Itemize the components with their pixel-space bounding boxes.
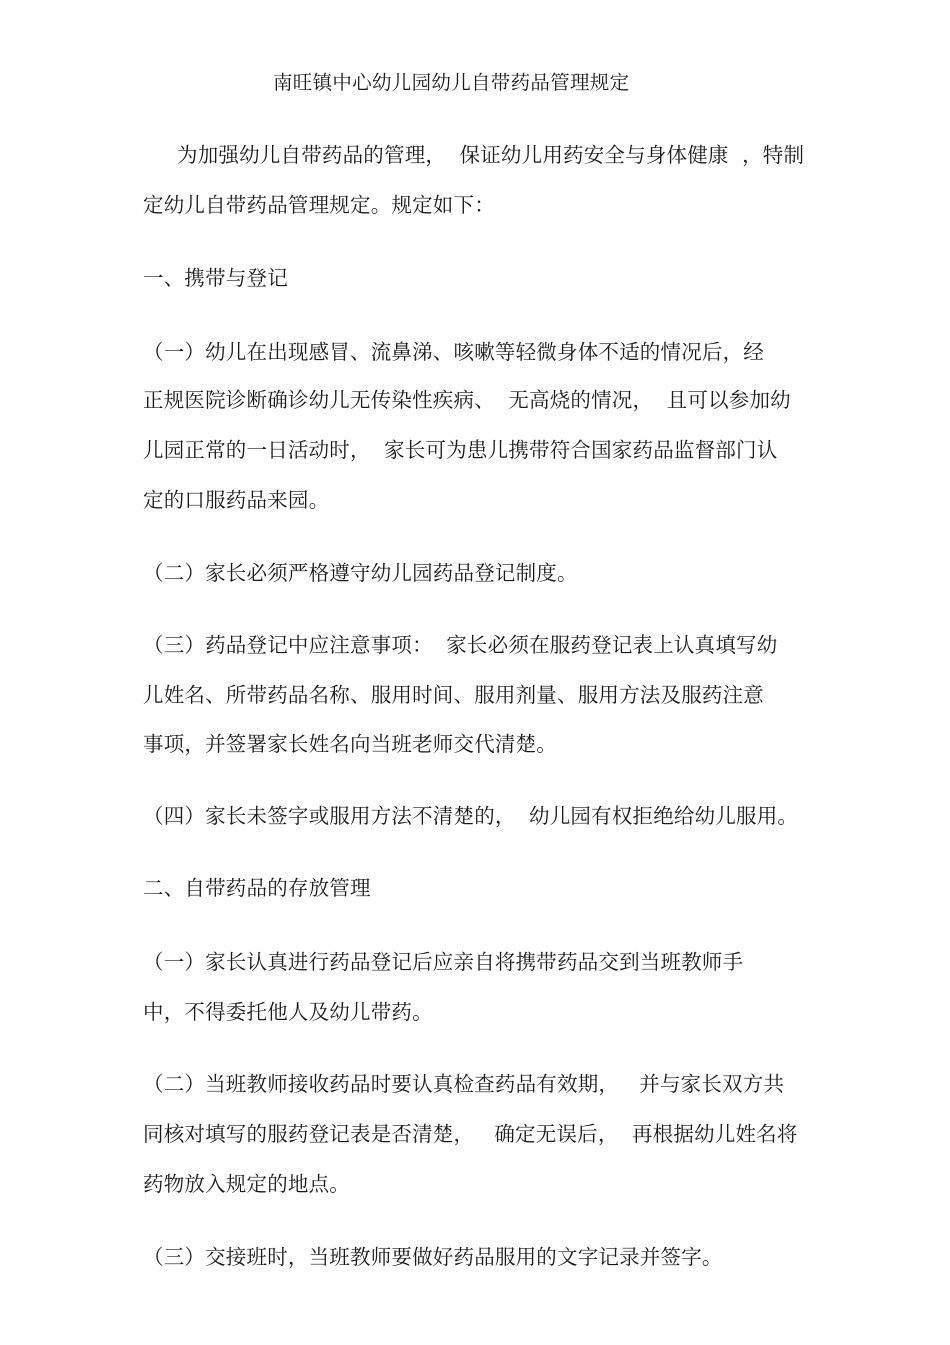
intro-line-2: 定幼儿自带药品管理规定。规定如下： — [143, 193, 495, 217]
section-1-heading: 一、携带与登记 — [143, 266, 288, 290]
s1-item3-line-1: （三）药品登记中应注意事项： 家长必须在服药登记表上认真填写幼 — [143, 633, 778, 657]
s1-item1-line-3: 儿园正常的一日活动时， 家长可为患儿携带符合国家药品监督部门认 — [143, 438, 778, 462]
s2-item1-line-1: （一）家长认真进行药品登记后应亲自将携带药品交到当班教师手 — [143, 950, 744, 974]
s1-item3-line-3: 事项，并签署家长姓名向当班老师交代清楚。 — [143, 732, 557, 756]
s2-item2-line-2: 同核对填写的服药登记表是否清楚， 确定无误后， 再根据幼儿姓名将 — [143, 1122, 798, 1146]
s2-item3: （三）交接班时，当班教师要做好药品服用的文字记录并签字。 — [143, 1245, 723, 1269]
s1-item1-line-1: （一）幼儿在出现感冒、流鼻涕、咳嗽等轻微身体不适的情况后，经 — [143, 340, 764, 364]
s1-item2: （二）家长必须严格遵守幼儿园药品登记制度。 — [143, 561, 578, 585]
document-title: 南旺镇中心幼儿园幼儿自带药品管理规定 — [273, 71, 630, 94]
section-2-heading: 二、自带药品的存放管理 — [143, 876, 371, 900]
intro-line-1: 为加强幼儿自带药品的管理， 保证幼儿用药安全与身体健康 ，特制 — [177, 143, 805, 167]
s2-item2-line-3: 药物放入规定的地点。 — [143, 1172, 350, 1196]
s2-item1-line-2: 中，不得委托他人及幼儿带药。 — [143, 1000, 433, 1024]
s1-item1-line-2: 正规医院诊断确诊幼儿无传染性疾病、 无高烧的情况， 且可以参加幼 — [143, 388, 791, 412]
s2-item2-line-1: （二）当班教师接收药品时要认真检查药品有效期， 并与家长双方共 — [143, 1072, 785, 1096]
s1-item1-line-4: 定的口服药品来园。 — [143, 488, 330, 512]
s1-item4: （四）家长未签字或服用方法不清楚的， 幼儿园有权拒绝给幼儿服用。 — [143, 804, 799, 828]
s1-item3-line-2: 儿姓名、所带药品名称、服用时间、服用剂量、服用方法及服药注意 — [143, 683, 764, 707]
